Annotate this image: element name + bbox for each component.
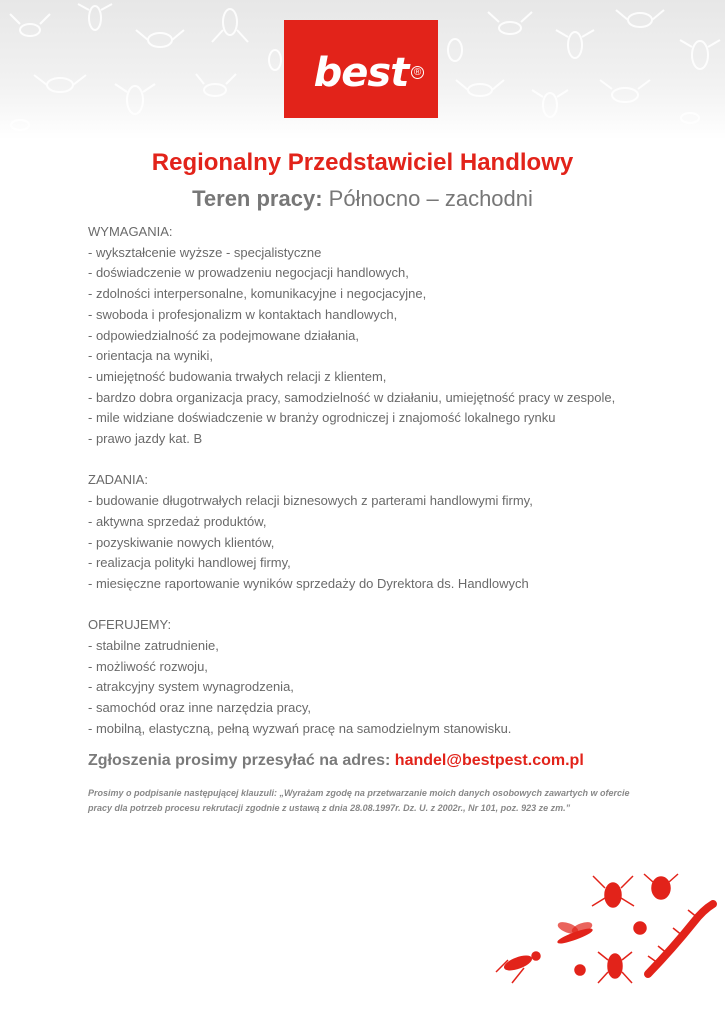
offer-list [88,636,668,740]
page-title: Regionalny Przedstawiciel Handlowy [151,149,574,176]
list-item: - stabilne zatrudnienie, [88,638,219,654]
ant-icon [503,954,533,973]
list-item: - budowanie długotrwałych relacji biznesowych z parterami handlowymi firmy, [88,493,533,509]
requirements-list [88,243,668,450]
spider-icon [605,883,621,907]
offer-heading: OFERUJEMY: [88,617,172,633]
contact-label: Zgłoszenia prosimy przesyłać na adres: [88,752,391,769]
list-item: - zdolności interpersonalne, komunikacyjne i negocjacyjne, [88,286,427,302]
work-area-subtitle [0,186,725,212]
application-contact [88,752,584,770]
list-item: - swoboda i profesjonalizm w kontaktach handlowych, [88,306,398,322]
tasks-list [88,491,668,595]
list-item: - możliwość rozwoju, [88,658,208,674]
contact-email-link[interactable]: handel@bestpest.com.pl [394,752,584,769]
ant-icon [608,954,622,978]
list-item: - umiejętność budowania trwałych relacji z klientem, [88,368,387,384]
requirements-heading: WYMAGANIA: [88,224,173,239]
gdpr-disclaimer: Prosimy o podpisanie następującej klauzuli: „Wyrażam zgodę na przetwarzanie moich danych osobowych zawartych w ofercie pracy dla potrzeb procesu rekrutacji zgodnie z ustawą z dnia 28.08.1997r. Dz. U. z 2002r., Nr 101, poz. 923 ze zm.” [88,788,630,813]
list-item: - mobilną, elastyczną, pełną wyzwań pracę na samodzielnym stanowisku. [88,720,512,736]
list-item: - doświadczenie w prowadzeniu negocjacji handlowych, [88,265,409,281]
list-item: - mile widziane doświadczenie w branży ogrodniczej i znajomość lokalnego rynku [88,410,556,426]
list-item: - wykształcenie wyższe - specjalistyczne [88,244,322,260]
list-item: - bardzo dobra organizacja pracy, samodzielność w działaniu, umiejętność pracy w zespole, [88,389,616,405]
list-item: - aktywna sprzedaż produktów, [88,513,267,529]
logo-text: best [313,50,409,96]
job-content [88,222,668,740]
brand-logo [284,20,438,118]
tick-icon [575,965,585,975]
red-insects-decoration [488,868,725,1024]
list-item: - miesięczne raportowanie wyników sprzedaży do Dyrektora ds. Handlowych [88,575,529,591]
list-item: - orientacja na wyniki, [88,348,213,364]
work-area-value: Północno – zachodni [328,186,533,211]
list-item: - samochód oraz inne narzędzia pracy, [88,700,312,716]
registered-mark: ® [411,66,424,79]
list-item: - odpowiedzialność za podejmowane działania, [88,327,360,343]
list-item: - prawo jazdy kat. B [88,431,203,447]
ladybug-icon [634,922,646,934]
list-item: - pozyskiwanie nowych klientów, [88,534,275,550]
beetle-icon [652,877,670,899]
centipede-icon [648,904,713,974]
tasks-heading: ZADANIA: [88,472,148,488]
list-item: - atrakcyjny system wynagrodzenia, [88,679,294,695]
work-area-label: Teren pracy: [192,186,323,211]
list-item: - realizacja polityki handlowej firmy, [88,555,291,571]
